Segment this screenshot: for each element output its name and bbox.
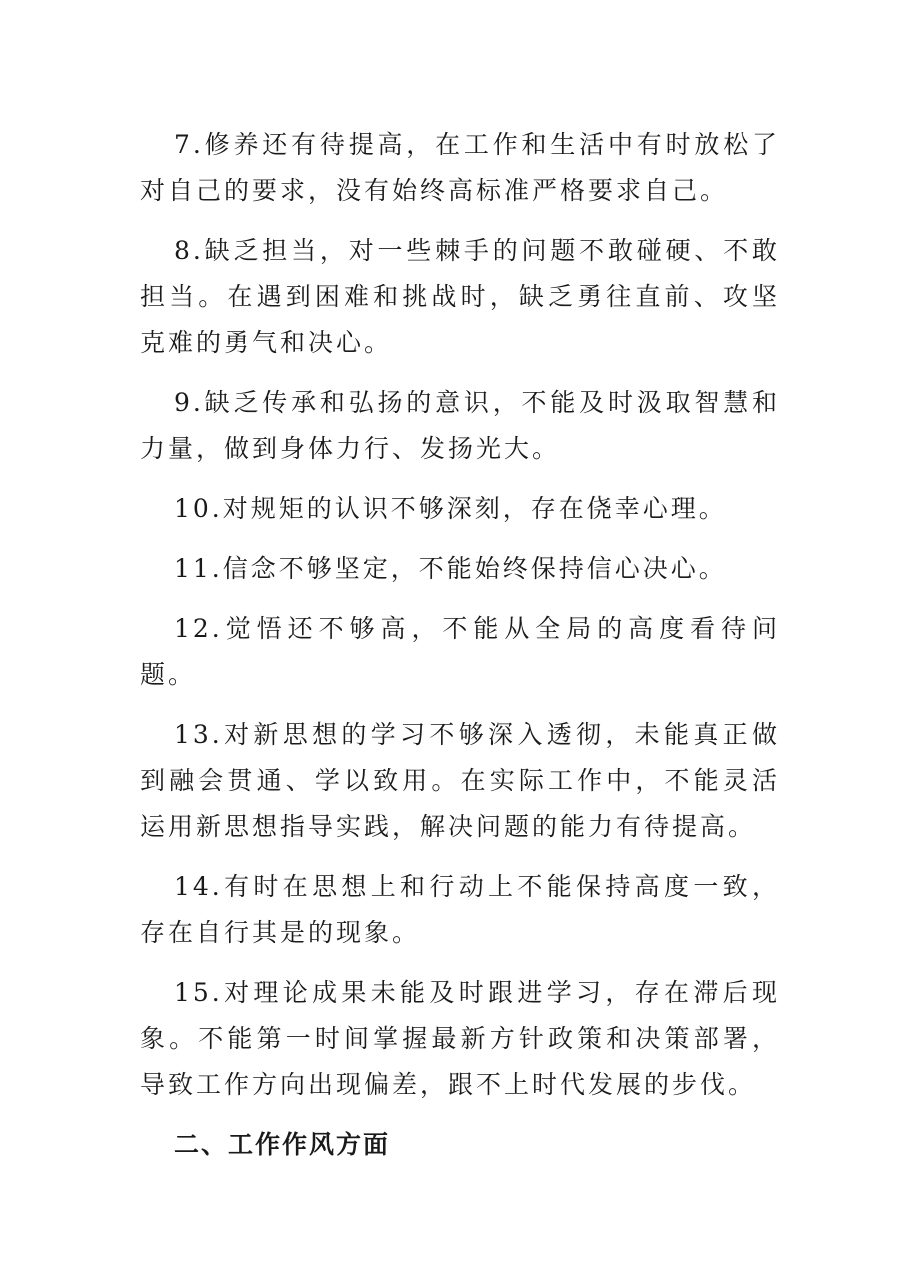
- paragraph-14: 14.有时在思想上和行动上不能保持高度一致，存在自行其是的现象。: [140, 872, 780, 947]
- paragraph-15: 15.对理论成果未能及时跟进学习，存在滞后现象。不能第一时间掌握最新方针政策和决策部署，导致工作方向出现偏差，跟不上时代发展的步伐。: [140, 978, 780, 1099]
- paragraph-10: 10.对规矩的认识不够深刻，存在侥幸心理。: [174, 494, 727, 523]
- paragraph-12: 12.觉悟还不够高，不能从全局的高度看待问题。: [140, 614, 780, 689]
- paragraph-7: 7.修养还有待提高，在工作和生活中有时放松了对自己的要求，没有始终高标准严格要求自己。: [140, 130, 780, 205]
- document-body: [140, 122, 780, 1168]
- paragraph-13: 13.对新思想的学习不够深入透彻，未能真正做到融会贯通、学以致用。在实际工作中，不能灵活运用新思想指导实践，解决问题的能力有待提高。: [140, 720, 780, 841]
- section-heading: 二、工作作风方面: [174, 1130, 391, 1159]
- paragraph-9: 9.缺乏传承和弘扬的意识，不能及时汲取智慧和力量，做到身体力行、发扬光大。: [140, 388, 780, 463]
- paragraph-8: 8.缺乏担当，对一些棘手的问题不敢碰硬、不敢担当。在遇到困难和挑战时，缺乏勇往直前、攻坚克难的勇气和决心。: [140, 236, 780, 357]
- paragraph-11: 11.信念不够坚定，不能始终保持信心决心。: [174, 554, 727, 583]
